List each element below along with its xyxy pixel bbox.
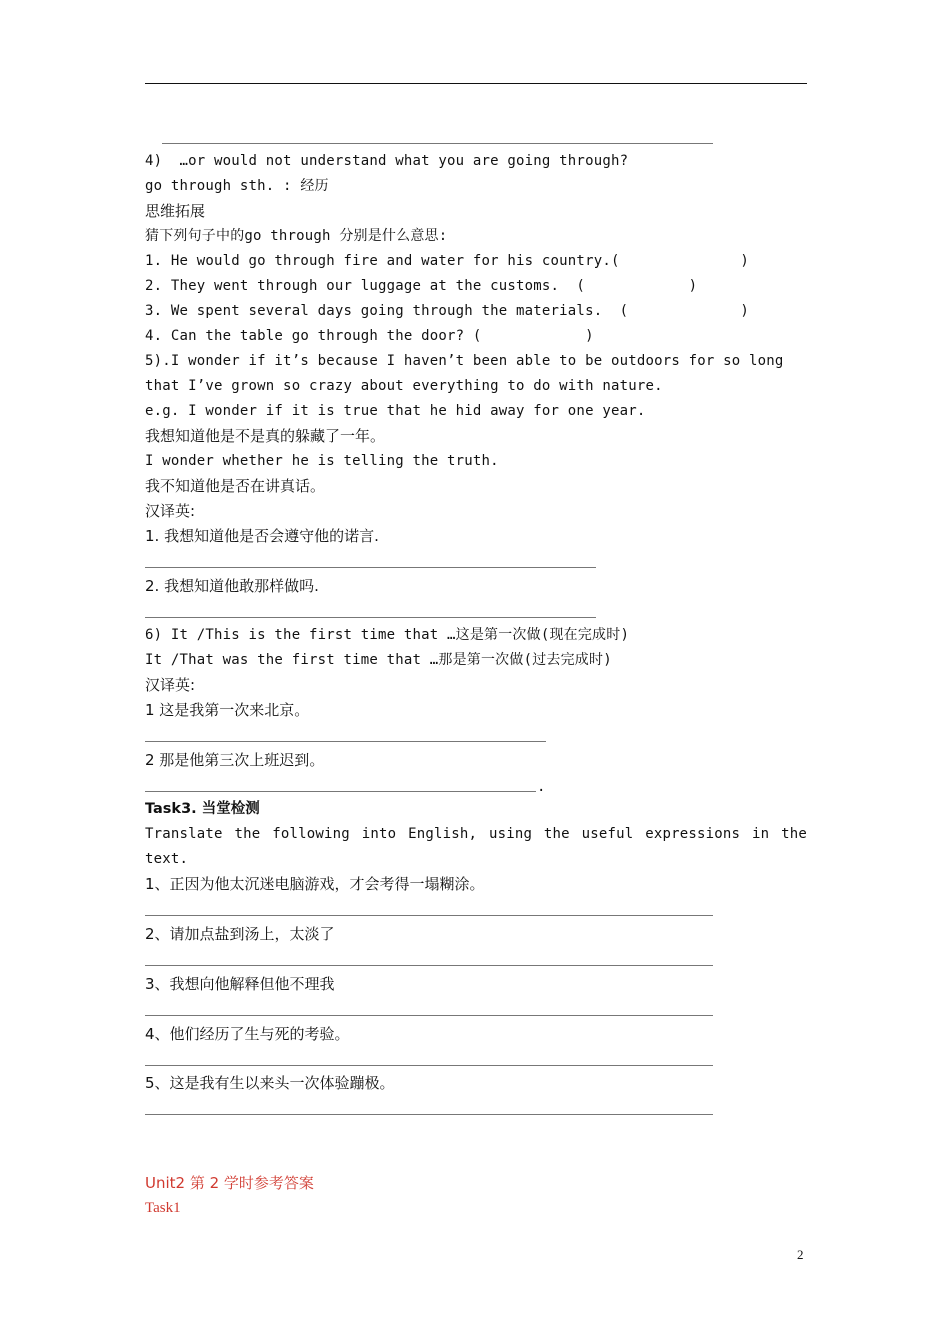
section-5-line-1: 5).I wonder if it’s because I haven’t been able to be outdoors for so long	[145, 353, 784, 369]
task3-item-4: 4、他们经历了生与死的考验。	[145, 1025, 350, 1043]
task3-item-2: 2、请加点盐到汤上，太淡了	[145, 925, 335, 943]
task3-item-3: 3、我想向他解释但他不理我	[145, 975, 335, 993]
section-6-question-1: 1 这是我第一次来北京。	[145, 701, 310, 719]
task3-answer-line-2	[145, 965, 713, 966]
section-4-item-4: 4. Can the table go through the door? ( )	[145, 328, 594, 344]
task3-title: Task3. 当堂检测	[145, 801, 260, 817]
section-4-item-3: 3. We spent several days going through the materials. ( )	[145, 303, 750, 319]
section-4-title: 4) …or would not understand what you are going through?	[145, 153, 629, 169]
section-6-question-2: 2 那是他第三次上班迟到。	[145, 751, 325, 769]
section-6-line-1: 6) It /This is the first time that …这是第一次做(现在完成时)	[145, 627, 630, 643]
section-4-item-1: 1. He would go through fire and water for his country.( )	[145, 253, 750, 269]
task3-item-1: 1、正因为他太沉迷电脑游戏，才会考得一塌糊涂。	[145, 875, 485, 893]
section-4-item-2: 2. They went through our luggage at the customs. ( )	[145, 278, 698, 294]
task3-instruction-line-1: Translate the following into English, using the useful expressions in the	[145, 826, 807, 842]
page-number: 2	[797, 1247, 804, 1262]
section-6-line-2: It /That was the first time that …那是第一次做(过去完成时)	[145, 652, 612, 668]
section-5-example-1: e.g. I wonder if it is true that he hid away for one year.	[145, 403, 646, 419]
header-rule	[145, 83, 807, 84]
task3-answer-line-1	[145, 915, 713, 916]
section-4-guess-prompt: 猜下列句子中的go through 分别是什么意思:	[145, 228, 448, 244]
section-5-example-2: I wonder whether he is telling the truth.	[145, 453, 499, 469]
section-4-definition: go through sth. : 经历	[145, 178, 329, 194]
section-6-answer-period: .	[537, 779, 546, 795]
task3-answer-line-3	[145, 1015, 713, 1016]
section-5-answer-line-1	[145, 567, 596, 568]
task3-answer-line-5	[145, 1114, 713, 1115]
section-6-answer-line-2	[145, 791, 536, 792]
section-5-answer-line-2	[145, 617, 596, 618]
section-5-question-2: 2. 我想知道他敢那样做吗.	[145, 577, 319, 595]
section-6-translate-heading: 汉译英:	[145, 676, 196, 694]
task3-instruction-line-2: text.	[145, 851, 189, 867]
task3-item-5: 5、这是我有生以来头一次体验蹦极。	[145, 1074, 395, 1092]
answers-task-label: Task1	[145, 1200, 181, 1216]
section-5-line-2: that I’ve grown so crazy about everything to do with nature.	[145, 378, 663, 394]
answers-title: Unit2 第 2 学时参考答案	[145, 1174, 314, 1192]
section-4-expand-heading: 思维拓展	[145, 202, 206, 220]
section-5-translate-heading: 汉译英:	[145, 502, 196, 520]
task3-answer-line-4	[145, 1065, 713, 1066]
section-6-answer-line-1	[145, 741, 546, 742]
section-5-example-2-zh: 我不知道他是否在讲真话。	[145, 477, 326, 495]
answer-line-top	[162, 143, 713, 144]
section-5-example-1-zh: 我想知道他是不是真的躲藏了一年。	[145, 427, 386, 445]
section-5-question-1: 1. 我想知道他是否会遵守他的诺言.	[145, 527, 379, 545]
